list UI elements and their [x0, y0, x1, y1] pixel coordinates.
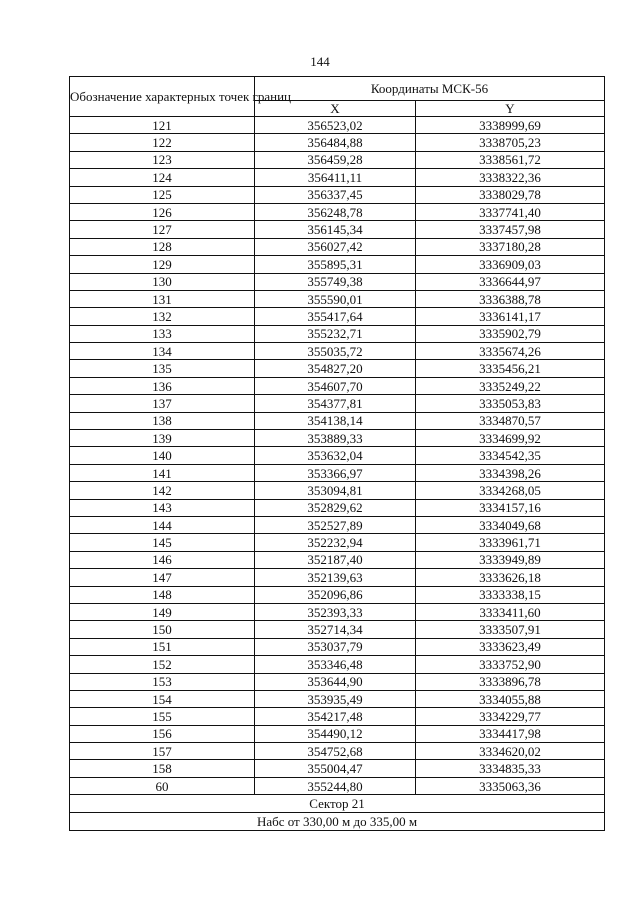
x-cell: 352527,89	[255, 516, 416, 533]
x-cell: 355749,38	[255, 273, 416, 290]
y-cell: 3337180,28	[416, 238, 605, 255]
y-cell: 3333507,91	[416, 621, 605, 638]
y-cell: 3335456,21	[416, 360, 605, 377]
point-cell: 135	[70, 360, 255, 377]
y-cell: 3338561,72	[416, 151, 605, 168]
x-cell: 355232,71	[255, 325, 416, 342]
table-row	[70, 343, 605, 360]
table-row	[70, 290, 605, 307]
x-cell: 352096,86	[255, 586, 416, 603]
x-cell: 355004,47	[255, 760, 416, 777]
x-cell: 354217,48	[255, 708, 416, 725]
point-cell: 126	[70, 203, 255, 220]
point-cell: 151	[70, 638, 255, 655]
table-row	[70, 117, 605, 134]
x-cell: 356523,02	[255, 117, 416, 134]
point-cell: 148	[70, 586, 255, 603]
point-cell: 140	[70, 447, 255, 464]
point-cell: 137	[70, 395, 255, 412]
y-cell: 3333896,78	[416, 673, 605, 690]
point-cell: 157	[70, 743, 255, 760]
point-cell: 130	[70, 273, 255, 290]
point-cell: 124	[70, 169, 255, 186]
point-cell: 125	[70, 186, 255, 203]
x-cell: 356145,34	[255, 221, 416, 238]
x-cell: 356459,28	[255, 151, 416, 168]
coordinates-table	[69, 76, 605, 831]
header-x: X	[255, 101, 416, 117]
table-row	[70, 638, 605, 655]
table-row	[70, 273, 605, 290]
x-cell: 353889,33	[255, 430, 416, 447]
x-cell: 353037,79	[255, 638, 416, 655]
point-cell: 146	[70, 551, 255, 568]
x-cell: 353644,90	[255, 673, 416, 690]
point-cell: 138	[70, 412, 255, 429]
point-cell: 141	[70, 464, 255, 481]
x-cell: 353094,81	[255, 482, 416, 499]
table-row	[70, 151, 605, 168]
table-row	[70, 551, 605, 568]
y-cell: 3333949,89	[416, 551, 605, 568]
x-cell: 354827,20	[255, 360, 416, 377]
y-cell: 3338999,69	[416, 117, 605, 134]
table-row	[70, 586, 605, 603]
table-row	[70, 360, 605, 377]
point-cell: 127	[70, 221, 255, 238]
table-row	[70, 499, 605, 516]
x-cell: 355244,80	[255, 777, 416, 794]
table-row	[70, 777, 605, 794]
y-cell: 3336909,03	[416, 256, 605, 273]
x-cell: 356248,78	[255, 203, 416, 220]
y-cell: 3334620,02	[416, 743, 605, 760]
table-row	[70, 482, 605, 499]
x-cell: 355895,31	[255, 256, 416, 273]
x-cell: 355035,72	[255, 343, 416, 360]
y-cell: 3338322,36	[416, 169, 605, 186]
point-cell: 122	[70, 134, 255, 151]
table-row	[70, 447, 605, 464]
y-cell: 3334268,05	[416, 482, 605, 499]
point-cell: 145	[70, 534, 255, 551]
x-cell: 353935,49	[255, 690, 416, 707]
y-cell: 3336388,78	[416, 290, 605, 307]
point-cell: 152	[70, 656, 255, 673]
x-cell: 354752,68	[255, 743, 416, 760]
header-y: Y	[416, 101, 605, 117]
point-cell: 133	[70, 325, 255, 342]
y-cell: 3337741,40	[416, 203, 605, 220]
y-cell: 3333623,49	[416, 638, 605, 655]
point-cell: 155	[70, 708, 255, 725]
table-row	[70, 534, 605, 551]
y-cell: 3334870,57	[416, 412, 605, 429]
y-cell: 3333752,90	[416, 656, 605, 673]
y-cell: 3334398,26	[416, 464, 605, 481]
point-cell: 154	[70, 690, 255, 707]
table-row	[70, 673, 605, 690]
point-cell: 123	[70, 151, 255, 168]
x-cell: 353346,48	[255, 656, 416, 673]
table-row	[70, 708, 605, 725]
table-row	[70, 134, 605, 151]
table-row	[70, 395, 605, 412]
x-cell: 356411,11	[255, 169, 416, 186]
point-cell: 121	[70, 117, 255, 134]
y-cell: 3335902,79	[416, 325, 605, 342]
x-cell: 352187,40	[255, 551, 416, 568]
y-cell: 3334229,77	[416, 708, 605, 725]
y-cell: 3334542,35	[416, 447, 605, 464]
point-cell: 149	[70, 603, 255, 620]
x-cell: 355417,64	[255, 308, 416, 325]
x-cell: 354138,14	[255, 412, 416, 429]
x-cell: 355590,01	[255, 290, 416, 307]
y-cell: 3333961,71	[416, 534, 605, 551]
height-range-label: Набс от 330,00 м до 335,00 м	[70, 813, 605, 831]
point-cell: 158	[70, 760, 255, 777]
table-row	[70, 430, 605, 447]
point-cell: 143	[70, 499, 255, 516]
table-row	[70, 203, 605, 220]
table-row	[70, 516, 605, 533]
x-cell: 354607,70	[255, 377, 416, 394]
table-row	[70, 325, 605, 342]
y-cell: 3333338,15	[416, 586, 605, 603]
x-cell: 353366,97	[255, 464, 416, 481]
y-cell: 3335674,26	[416, 343, 605, 360]
table-row	[70, 169, 605, 186]
table-row	[70, 464, 605, 481]
y-cell: 3333626,18	[416, 569, 605, 586]
sector-label: Сектор 21	[70, 795, 605, 813]
x-cell: 354377,81	[255, 395, 416, 412]
y-cell: 3337457,98	[416, 221, 605, 238]
table-row	[70, 603, 605, 620]
x-cell: 352232,94	[255, 534, 416, 551]
point-cell: 131	[70, 290, 255, 307]
table-row	[70, 760, 605, 777]
table-body	[70, 117, 605, 795]
point-cell: 144	[70, 516, 255, 533]
y-cell: 3335063,36	[416, 777, 605, 794]
table-row	[70, 238, 605, 255]
table-row	[70, 412, 605, 429]
x-cell: 356484,88	[255, 134, 416, 151]
page-number: 144	[310, 54, 330, 69]
point-cell: 147	[70, 569, 255, 586]
table-row	[70, 308, 605, 325]
y-cell: 3336141,17	[416, 308, 605, 325]
point-cell: 153	[70, 673, 255, 690]
table-row	[70, 725, 605, 742]
x-cell: 356337,45	[255, 186, 416, 203]
table-row	[70, 621, 605, 638]
point-cell: 134	[70, 343, 255, 360]
y-cell: 3334417,98	[416, 725, 605, 742]
header-coordinates: Координаты МСК-56	[255, 77, 605, 101]
x-cell: 354490,12	[255, 725, 416, 742]
table-row	[70, 256, 605, 273]
header-points: Обозначение характерных точек границ	[70, 77, 255, 117]
x-cell: 352139,63	[255, 569, 416, 586]
x-cell: 352714,34	[255, 621, 416, 638]
table-row	[70, 186, 605, 203]
y-cell: 3334055,88	[416, 690, 605, 707]
y-cell: 3334699,92	[416, 430, 605, 447]
x-cell: 353632,04	[255, 447, 416, 464]
point-cell: 139	[70, 430, 255, 447]
y-cell: 3335053,83	[416, 395, 605, 412]
y-cell: 3338705,23	[416, 134, 605, 151]
y-cell: 3334157,16	[416, 499, 605, 516]
table-row	[70, 656, 605, 673]
point-cell: 156	[70, 725, 255, 742]
table-row	[70, 221, 605, 238]
y-cell: 3333411,60	[416, 603, 605, 620]
point-cell: 128	[70, 238, 255, 255]
table-row	[70, 690, 605, 707]
point-cell: 132	[70, 308, 255, 325]
y-cell: 3335249,22	[416, 377, 605, 394]
point-cell: 142	[70, 482, 255, 499]
y-cell: 3334049,68	[416, 516, 605, 533]
y-cell: 3336644,97	[416, 273, 605, 290]
point-cell: 129	[70, 256, 255, 273]
point-cell: 150	[70, 621, 255, 638]
x-cell: 352393,33	[255, 603, 416, 620]
y-cell: 3338029,78	[416, 186, 605, 203]
y-cell: 3334835,33	[416, 760, 605, 777]
point-cell: 136	[70, 377, 255, 394]
x-cell: 356027,42	[255, 238, 416, 255]
point-cell: 60	[70, 777, 255, 794]
x-cell: 352829,62	[255, 499, 416, 516]
table-row	[70, 377, 605, 394]
table-row	[70, 569, 605, 586]
table-row	[70, 743, 605, 760]
